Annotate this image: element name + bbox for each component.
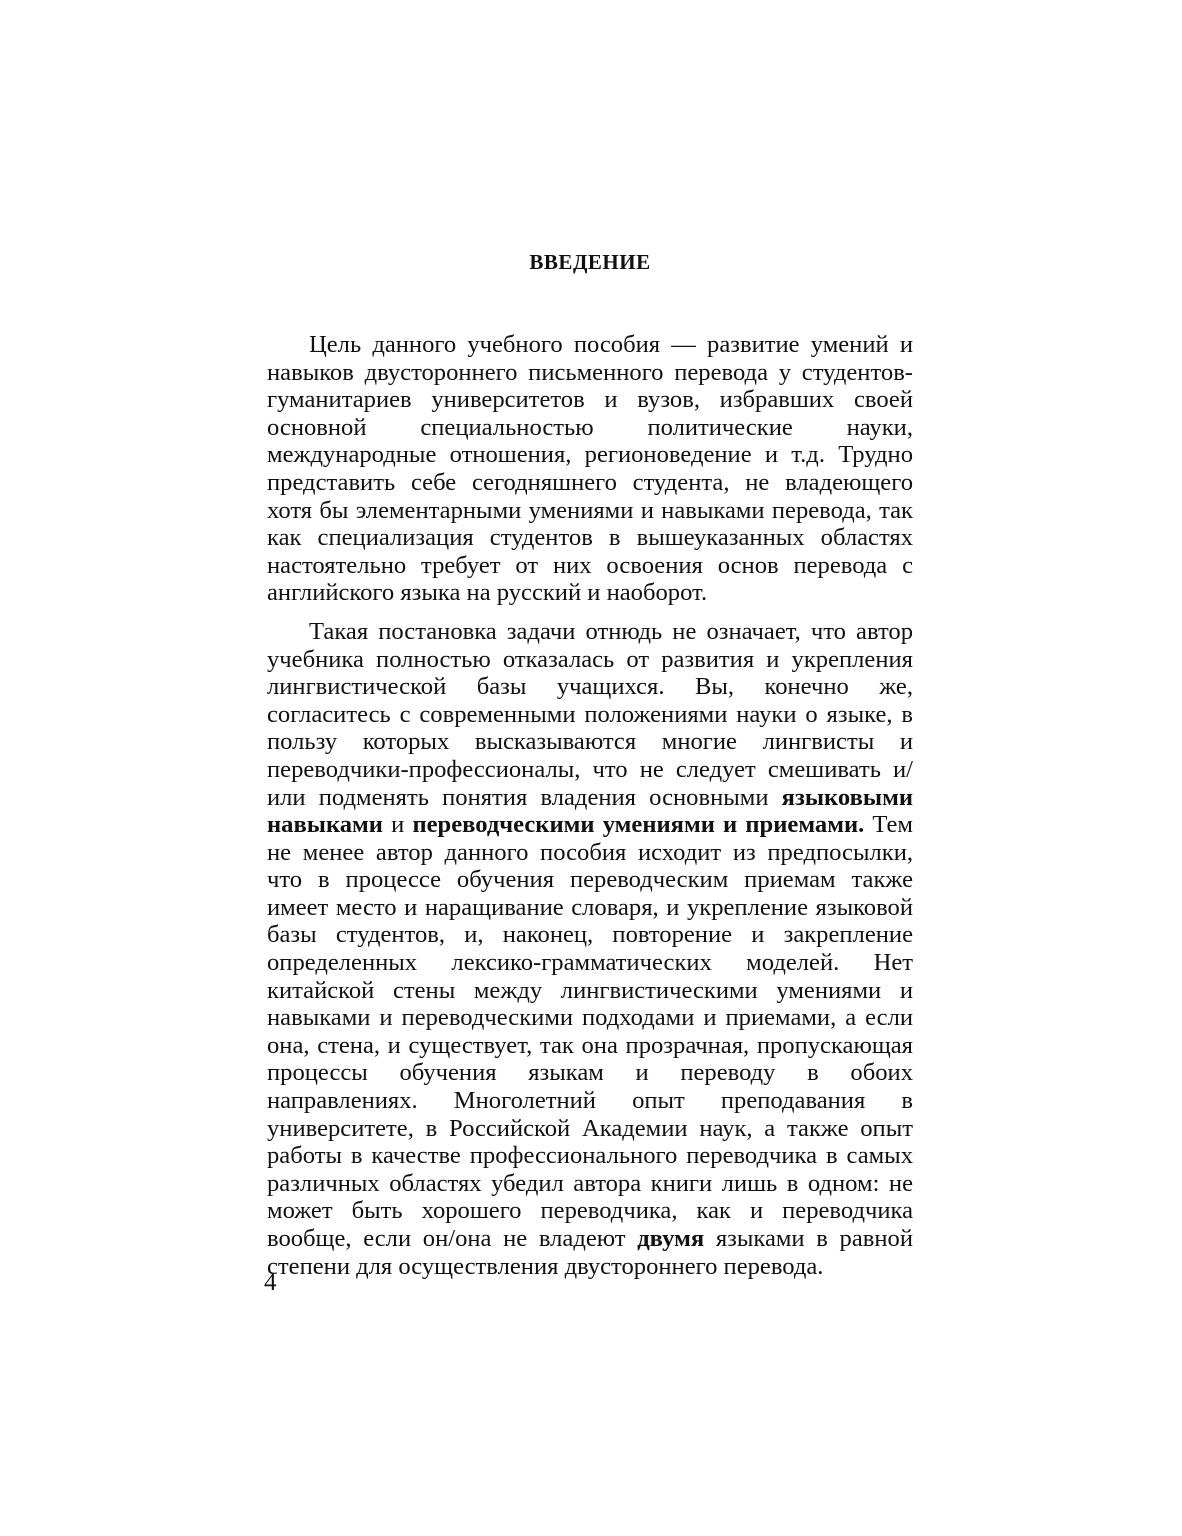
bold-word-two: двумя	[637, 1225, 705, 1252]
paragraph-2	[267, 618, 913, 1280]
bold-phrase-language-skills: языковыми навыками	[267, 783, 913, 839]
paragraph-2-text-4: языками в равной степени для осуществления двустороннего перевода.	[267, 1225, 913, 1280]
paragraph-1-text: Цель данного учебного пособия — развитие умений и навыков двустороннего письменного перевода у студентов-гуманитариев университетов и вузов, избравших своей основной специальностью политические науки, международные отношения, регионоведение и т.д. Трудно представить себе сегодняшнего студента, не владеющего хотя бы элементарными умениями и навыками перевода, так как специализация студентов в вышеуказанных областях настоятельно требует от них освоения основ перевода с английского языка на русский и наоборот.	[267, 331, 913, 607]
body-text	[267, 331, 913, 1280]
page-number: 4	[264, 1269, 277, 1296]
paragraph-1	[267, 331, 913, 607]
paragraph-2-text-1: Такая постановка задачи отнюдь не означает, что автор учебника полностью отказалась от развития и укрепления лингвистической базы учащихся. Вы, конечно же, согласитесь с современными положениями науки о языке, в пользу которых высказываются многие лингвисты и переводчики-профессионалы, что не следует смешивать и/или подменять понятия владения основными	[267, 617, 913, 811]
paragraph-2-text-3: Тем не менее автор данного пособия исходит из предпосылки, что в процессе обучения переводческим приемам также имеет место и наращивание словаря, и укрепление языковой базы студентов, и, наконец, повторение и закрепление определенных лексико-грамматических моделей. Нет китайской стены между лингвистическими умениями и навыками и переводческими подходами и приемами, а если она, стена, и существует, так она прозрачная, пропускающая процессы обучения языкам и переводу в обоих направлениях. Многолетний опыт преподавания в университете, в Российской Академии наук, а также опыт работы в качестве профессионального переводчика в самых различных областях убедил автора книги лишь в одном: не может быть хорошего переводчика, как и переводчика вообще, если он/она не владеют	[267, 811, 913, 1252]
bold-phrase-translation-skills: переводческими умениями и приемами.	[412, 811, 865, 839]
page-title: ВВЕДЕНИЕ	[529, 250, 651, 274]
paragraph-2-text-2: и	[382, 811, 413, 839]
